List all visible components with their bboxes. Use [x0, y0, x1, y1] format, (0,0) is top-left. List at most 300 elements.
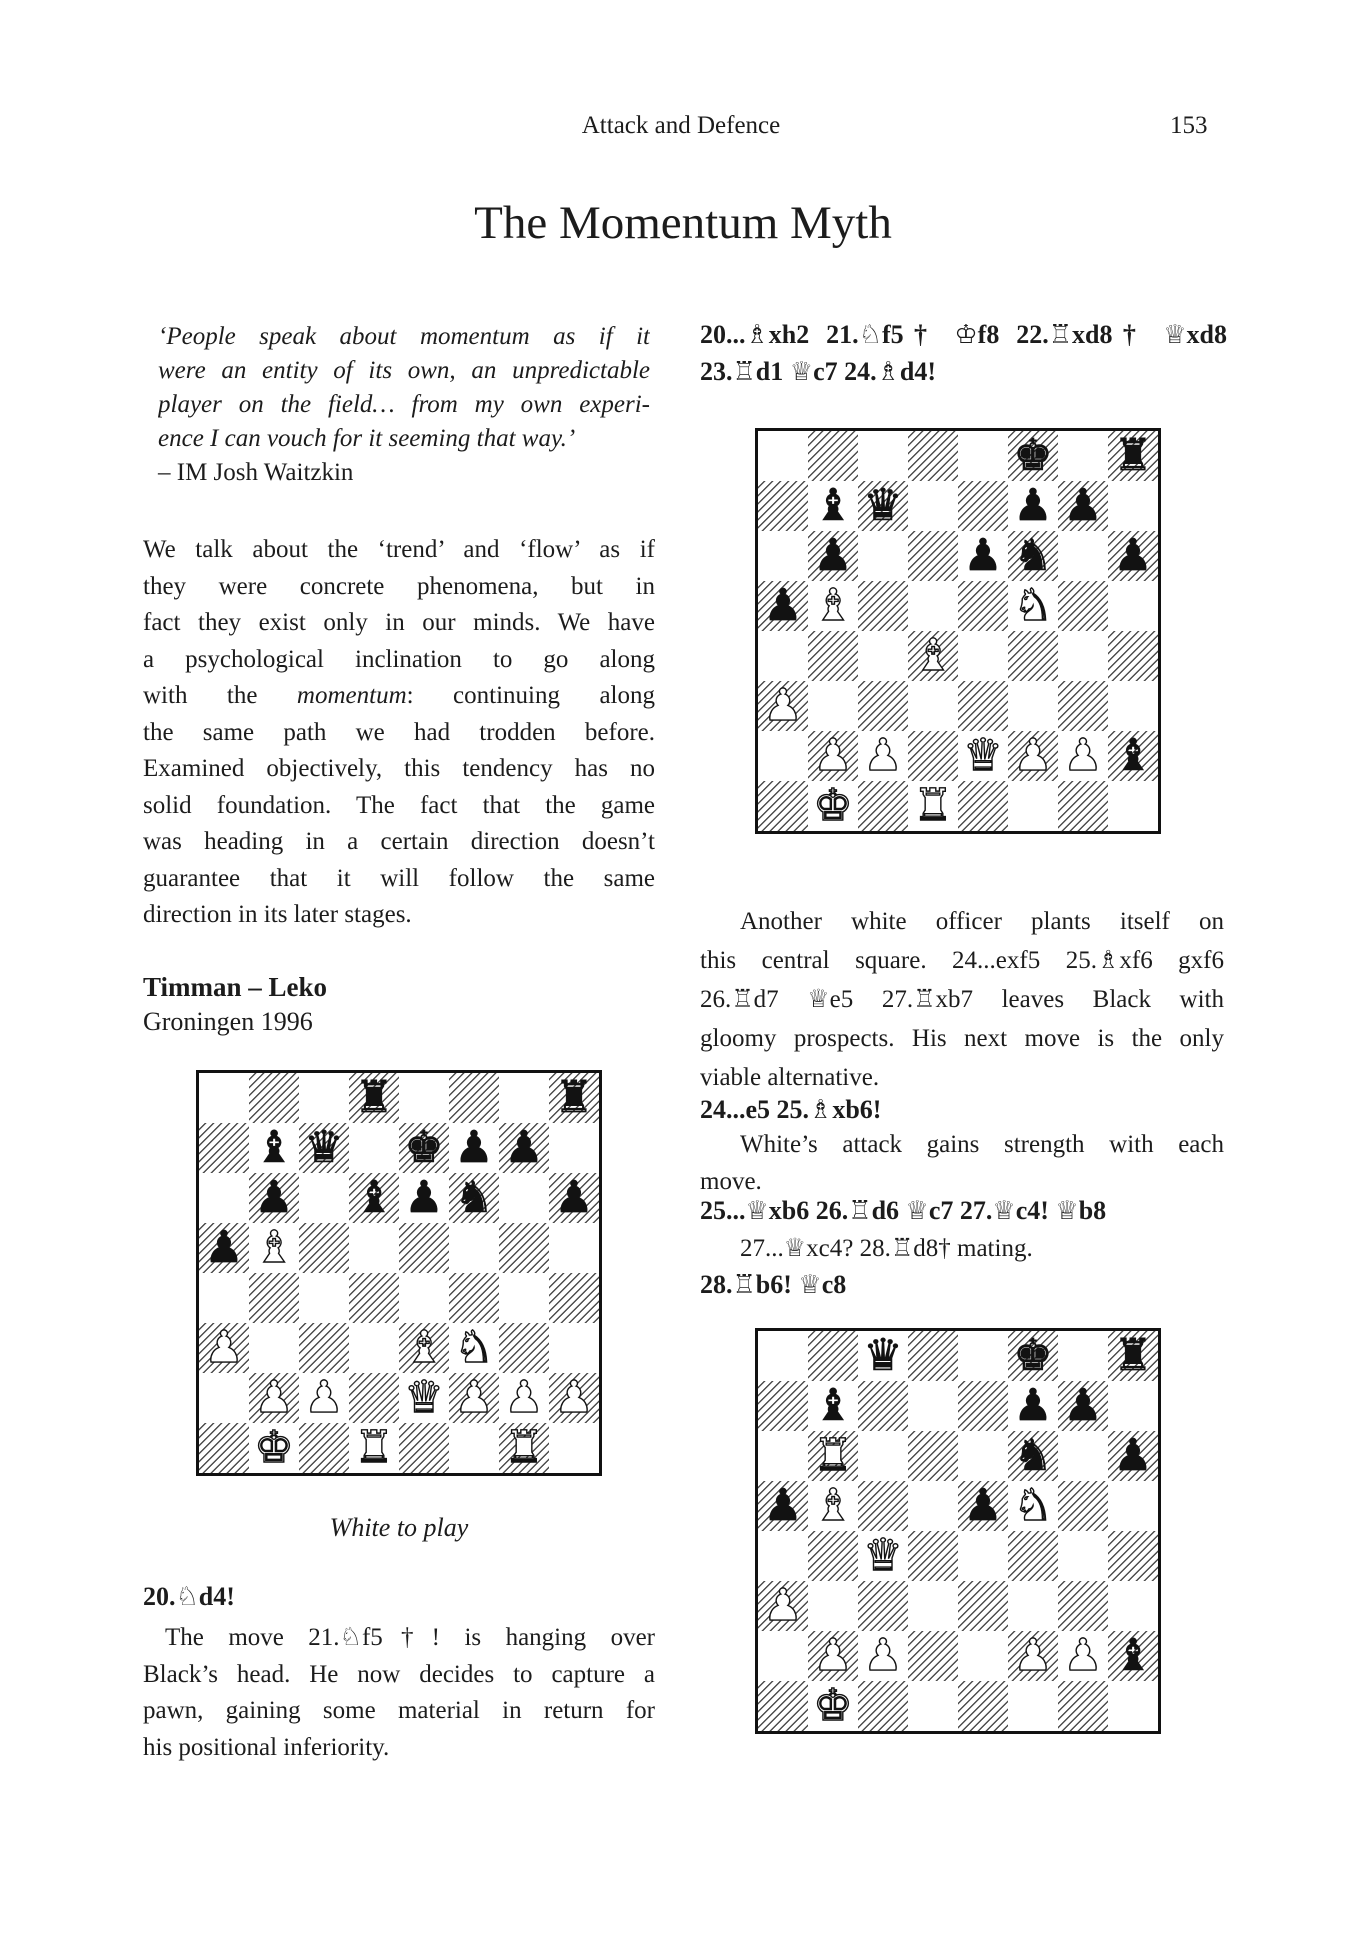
board-square: [758, 1631, 808, 1681]
board-square: [1058, 1331, 1108, 1381]
board-square: [858, 481, 908, 531]
board-square: [1108, 531, 1158, 581]
board-square: [958, 681, 1008, 731]
board-square: [1058, 781, 1108, 831]
move-line: 20...♗xh2 21.♘f5† ♔f8 22.♖xd8† ♕xd8: [700, 320, 1227, 349]
board-square: [958, 1431, 1008, 1481]
chapter-title: The Momentum Myth: [474, 197, 892, 249]
board-square: [399, 1073, 449, 1123]
board-square: [808, 1381, 858, 1431]
board-square: [808, 431, 858, 481]
black-pawn-icon: ♟: [1013, 1380, 1053, 1431]
board-square: [199, 1323, 249, 1373]
board-square: [808, 681, 858, 731]
intro-line: solid foundation. The fact that the game: [143, 791, 655, 819]
board-square: [1058, 631, 1108, 681]
board-square: [399, 1373, 449, 1423]
board-square: [758, 1381, 808, 1431]
board-square: [958, 1481, 1008, 1531]
white-queen-icon: ♛: [404, 1372, 444, 1423]
white-pawn-icon: ♟: [763, 1580, 803, 1631]
board-square: [1108, 581, 1158, 631]
board-square: [1008, 781, 1058, 831]
white-pawn-icon: ♟: [554, 1372, 594, 1423]
white-rook-icon: ♜: [504, 1422, 544, 1473]
white-pawn-icon: ♟: [204, 1322, 244, 1373]
commentary-line: viable alternative.: [700, 1064, 880, 1091]
board-square: [549, 1073, 599, 1123]
black-pawn-icon: ♟: [963, 530, 1003, 581]
board-square: [758, 781, 808, 831]
board-square: [499, 1173, 549, 1223]
white-pawn-icon: ♟: [813, 730, 853, 781]
board-square: [858, 1431, 908, 1481]
board-square: [349, 1423, 399, 1473]
intro-line: was heading in a certain direction doesn’t: [143, 828, 655, 855]
board-square: [1058, 1631, 1108, 1681]
intro-line: a psychological inclination to go along: [143, 645, 655, 673]
board-square: [249, 1223, 299, 1273]
board-square: [1108, 431, 1158, 481]
white-bishop-icon: ♝: [813, 1480, 853, 1531]
board-square: [908, 481, 958, 531]
board-square: [349, 1323, 399, 1373]
board-square: [249, 1373, 299, 1423]
white-pawn-icon: ♟: [863, 730, 903, 781]
board-square: [858, 581, 908, 631]
black-pawn-icon: ♟: [763, 1480, 803, 1531]
board-square: [958, 431, 1008, 481]
board-square: [958, 531, 1008, 581]
board-square: [908, 1381, 958, 1431]
board-square: [249, 1173, 299, 1223]
board-square: [858, 1681, 908, 1731]
board-square: [1008, 1531, 1058, 1581]
board-square: [399, 1173, 449, 1223]
move-line-24-25: 24...e5 25.♗xb6!: [700, 1095, 882, 1124]
black-queen-icon: ♛: [304, 1122, 344, 1173]
board-square: [758, 431, 808, 481]
white-king-icon: ♚: [813, 780, 853, 831]
board-square: [808, 1631, 858, 1681]
board-square: [958, 1331, 1008, 1381]
board-square: [299, 1223, 349, 1273]
board-square: [908, 1431, 958, 1481]
board-square: [1008, 481, 1058, 531]
intro-line: they were concrete phenomena, but in: [143, 572, 655, 600]
white-pawn-icon: ♟: [763, 680, 803, 731]
board-square: [858, 1331, 908, 1381]
board-square: [299, 1423, 349, 1473]
black-knight-icon: ♞: [1013, 1430, 1053, 1481]
board-square: [349, 1073, 399, 1123]
commentary-line: White’s attack gains strength with each: [740, 1131, 1224, 1158]
board-square: [808, 1531, 858, 1581]
move-line-20: 20.♘d4!: [143, 1582, 235, 1611]
black-knight-icon: ♞: [1013, 530, 1053, 581]
intro-line: direction in its later stages.: [143, 901, 412, 928]
move-line-28: 28.♖b6! ♕c8: [700, 1270, 847, 1299]
board-square: [449, 1173, 499, 1223]
white-knight-icon: ♞: [1013, 1480, 1053, 1531]
board-square: [499, 1223, 549, 1273]
board-square: [1008, 581, 1058, 631]
board-square: [1058, 481, 1108, 531]
board-square: [449, 1223, 499, 1273]
board-square: [908, 1581, 958, 1631]
board-square: [758, 1331, 808, 1381]
black-pawn-icon: ♟: [454, 1122, 494, 1173]
diagram-caption: White to play: [329, 1513, 469, 1542]
white-queen-icon: ♛: [963, 730, 1003, 781]
board-square: [1108, 1381, 1158, 1431]
board-square: [1008, 1381, 1058, 1431]
board-square: [758, 531, 808, 581]
white-rook-icon: ♜: [913, 780, 953, 831]
commentary-line: The move 21.♘f5†! is hanging over: [165, 1624, 655, 1651]
board-square: [758, 1681, 808, 1731]
black-bishop-icon: ♝: [813, 480, 853, 531]
board-square: [858, 1481, 908, 1531]
board-square: [199, 1373, 249, 1423]
board-square: [1058, 431, 1108, 481]
board-square: [808, 781, 858, 831]
board-square: [1008, 1431, 1058, 1481]
board-square: [399, 1223, 449, 1273]
board-square: [399, 1323, 449, 1373]
white-king-icon: ♚: [813, 1680, 853, 1731]
board-square: [858, 1581, 908, 1631]
board-square: [349, 1273, 399, 1323]
board-square: [249, 1323, 299, 1373]
commentary-line: move.: [700, 1168, 762, 1195]
board-square: [1108, 631, 1158, 681]
board-square: [249, 1123, 299, 1173]
intro-line: Examined objectively, this tendency has no: [143, 755, 655, 782]
board-square: [908, 681, 958, 731]
board-square: [349, 1373, 399, 1423]
board-square: [1108, 681, 1158, 731]
board-square: [499, 1273, 549, 1323]
quote-line: player on the field… from my own experi-: [158, 391, 650, 418]
white-bishop-icon: ♝: [404, 1322, 444, 1373]
board-square: [1008, 1331, 1058, 1381]
white-pawn-icon: ♟: [813, 1630, 853, 1681]
black-pawn-icon: ♟: [554, 1172, 594, 1223]
black-pawn-icon: ♟: [963, 1480, 1003, 1531]
board-square: [1058, 731, 1108, 781]
board-square: [549, 1173, 599, 1223]
board-square: [449, 1323, 499, 1373]
board-square: [499, 1123, 549, 1173]
black-bishop-icon: ♝: [813, 1380, 853, 1431]
board-square: [399, 1273, 449, 1323]
white-knight-icon: ♞: [454, 1322, 494, 1373]
intro-line-momentum: [143, 678, 655, 715]
board-square: [249, 1423, 299, 1473]
white-pawn-icon: ♟: [1013, 730, 1053, 781]
board-square: [908, 1331, 958, 1381]
black-pawn-icon: ♟: [1113, 530, 1153, 581]
board-square: [758, 631, 808, 681]
board-square: [1108, 1431, 1158, 1481]
white-pawn-icon: ♟: [254, 1372, 294, 1423]
board-square: [349, 1173, 399, 1223]
white-pawn-icon: ♟: [504, 1372, 544, 1423]
board-square: [1008, 1631, 1058, 1681]
board-square: [858, 1381, 908, 1431]
black-king-icon: ♚: [1013, 1330, 1053, 1381]
black-rook-icon: ♜: [554, 1072, 594, 1123]
board-square: [908, 781, 958, 831]
board-square: [958, 1681, 1008, 1731]
white-rook-icon: ♜: [354, 1422, 394, 1473]
board-square: [858, 681, 908, 731]
board-square: [858, 631, 908, 681]
board-square: [1108, 1331, 1158, 1381]
board-square: [908, 581, 958, 631]
black-pawn-icon: ♟: [1113, 1430, 1153, 1481]
running-title: Attack and Defence: [581, 112, 781, 139]
commentary-paragraph: [700, 1126, 1224, 1200]
white-bishop-icon: ♝: [813, 580, 853, 631]
board-square: [499, 1323, 549, 1373]
board-square: [758, 681, 808, 731]
board-square: [908, 1681, 958, 1731]
board-square: [1108, 1481, 1158, 1531]
white-queen-icon: ♛: [863, 1530, 903, 1581]
game-event: Groningen 1996: [143, 1007, 313, 1036]
board-square: [549, 1373, 599, 1423]
board-square: [858, 781, 908, 831]
board-square: [858, 731, 908, 781]
white-pawn-icon: ♟: [863, 1630, 903, 1681]
intro-paragraph: [143, 532, 655, 934]
board-square: [958, 481, 1008, 531]
black-pawn-icon: ♟: [254, 1172, 294, 1223]
white-pawn-icon: ♟: [1013, 1630, 1053, 1681]
page-number: 153: [1170, 112, 1208, 139]
board-square: [808, 731, 858, 781]
black-pawn-icon: ♟: [813, 530, 853, 581]
board-square: [958, 1631, 1008, 1681]
black-bishop-icon: ♝: [254, 1122, 294, 1173]
move-block-21-24: [700, 316, 1227, 390]
commentary-line: this central square. 24...exf5 25.♗xf6 gxf6: [700, 947, 1224, 974]
white-pawn-icon: ♟: [1063, 730, 1103, 781]
board-square: [499, 1373, 549, 1423]
black-pawn-icon: ♟: [1013, 480, 1053, 531]
board-square: [908, 531, 958, 581]
board-square: [449, 1423, 499, 1473]
black-pawn-icon: ♟: [404, 1172, 444, 1223]
board-square: [958, 731, 1008, 781]
board-square: [1108, 481, 1158, 531]
white-bishop-icon: ♝: [913, 630, 953, 681]
board-square: [808, 1681, 858, 1731]
board-square: [808, 1481, 858, 1531]
intro-line: fact they exist only in our minds. We have: [143, 609, 655, 636]
board-square: [1008, 431, 1058, 481]
intro-line: the same path we had trodden before.: [143, 718, 655, 746]
board-square: [808, 1331, 858, 1381]
board-square: [499, 1423, 549, 1473]
board-square: [858, 531, 908, 581]
board-square: [349, 1223, 399, 1273]
intro-line: We talk about the ‘trend’ and ‘flow’ as if: [143, 536, 655, 563]
board-square: [908, 1631, 958, 1681]
chess-diagram-2: [755, 428, 1161, 834]
board-square: [1108, 1531, 1158, 1581]
board-square: [199, 1423, 249, 1473]
board-square: [399, 1423, 449, 1473]
board-square: [199, 1173, 249, 1223]
board-square: [1058, 1531, 1108, 1581]
intro-text: : continuing along: [406, 682, 655, 709]
board-square: [449, 1123, 499, 1173]
white-pawn-icon: ♟: [454, 1372, 494, 1423]
board-square: [449, 1273, 499, 1323]
black-pawn-icon: ♟: [204, 1222, 244, 1273]
board-square: [908, 1531, 958, 1581]
white-bishop-icon: ♝: [254, 1222, 294, 1273]
move-line: 23.♖d1 ♕c7 24.♗d4!: [700, 357, 937, 386]
board-square: [299, 1073, 349, 1123]
quote-line: ence I can vouch for it seeming that way.’: [158, 425, 576, 452]
board-square: [858, 1531, 908, 1581]
board-square: [1008, 731, 1058, 781]
board-square: [1108, 1681, 1158, 1731]
board-square: [199, 1073, 249, 1123]
board-square: [1008, 681, 1058, 731]
board-square: [858, 431, 908, 481]
commentary-line: his positional inferiority.: [143, 1733, 390, 1761]
board-square: [1108, 1631, 1158, 1681]
board-square: [1058, 581, 1108, 631]
board-square: [958, 581, 1008, 631]
board-square: [958, 1581, 1008, 1631]
variation-text: 27...♕xc4? 28.♖d8† mating.: [740, 1235, 1033, 1262]
board-square: [1058, 681, 1108, 731]
board-square: [549, 1223, 599, 1273]
board-square: [1058, 1481, 1108, 1531]
black-rook-icon: ♜: [1113, 430, 1153, 481]
commentary-line: Black’s head. He now decides to capture a: [143, 1660, 655, 1688]
chess-diagram-1: [196, 1070, 602, 1476]
white-knight-icon: ♞: [1013, 580, 1053, 631]
move-line-25-27: 25...♕xb6 26.♖d6 ♕c7 27.♕c4! ♕b8: [700, 1196, 1107, 1225]
board-square: [758, 731, 808, 781]
board-square: [549, 1123, 599, 1173]
board-square: [758, 1581, 808, 1631]
board-square: [299, 1123, 349, 1173]
white-pawn-icon: ♟: [304, 1372, 344, 1423]
board-square: [249, 1073, 299, 1123]
board-square: [1108, 731, 1158, 781]
board-square: [249, 1273, 299, 1323]
intro-italic-word: momentum: [296, 682, 407, 709]
board-square: [1058, 531, 1108, 581]
board-square: [299, 1273, 349, 1323]
commentary-paragraph: [143, 1620, 655, 1766]
board-square: [808, 1581, 858, 1631]
black-queen-icon: ♛: [863, 1330, 903, 1381]
board-square: [958, 781, 1008, 831]
board-square: [958, 1381, 1008, 1431]
variation-line: [700, 1233, 1224, 1263]
black-rook-icon: ♜: [354, 1072, 394, 1123]
board-square: [399, 1123, 449, 1173]
intro-text: with the: [143, 682, 297, 709]
board-square: [199, 1123, 249, 1173]
board-square: [758, 1531, 808, 1581]
board-square: [1008, 631, 1058, 681]
board-square: [1008, 1581, 1058, 1631]
board-square: [299, 1173, 349, 1223]
black-king-icon: ♚: [404, 1122, 444, 1173]
board-square: [199, 1273, 249, 1323]
board-square: [1008, 531, 1058, 581]
board-square: [808, 481, 858, 531]
black-knight-icon: ♞: [454, 1172, 494, 1223]
board-square: [808, 1431, 858, 1481]
quote-line: were an entity of its own, an unpredictable: [158, 357, 650, 384]
board-square: [908, 631, 958, 681]
white-king-icon: ♚: [254, 1422, 294, 1473]
board-square: [758, 481, 808, 531]
commentary-paragraph: [700, 902, 1224, 1097]
board-square: [808, 631, 858, 681]
board-square: [349, 1123, 399, 1173]
board-square: [758, 1481, 808, 1531]
board-square: [1058, 1681, 1108, 1731]
black-king-icon: ♚: [1013, 430, 1053, 481]
commentary-line: gloomy prospects. His next move is the only: [700, 1025, 1224, 1052]
black-bishop-icon: ♝: [1113, 1630, 1153, 1681]
board-square: [549, 1273, 599, 1323]
quote-line: ‘People speak about momentum as if it: [158, 323, 650, 350]
board-square: [1058, 1581, 1108, 1631]
black-bishop-icon: ♝: [354, 1172, 394, 1223]
black-pawn-icon: ♟: [763, 580, 803, 631]
board-square: [1108, 1581, 1158, 1631]
black-queen-icon: ♛: [863, 480, 903, 531]
chess-diagram-3: [755, 1328, 1161, 1734]
black-pawn-icon: ♟: [1063, 1380, 1103, 1431]
board-square: [758, 1431, 808, 1481]
board-square: [549, 1323, 599, 1373]
black-pawn-icon: ♟: [1063, 480, 1103, 531]
board-square: [299, 1323, 349, 1373]
board-square: [449, 1073, 499, 1123]
game-players: Timman – Leko: [143, 972, 328, 1002]
board-square: [1108, 781, 1158, 831]
black-bishop-icon: ♝: [1113, 730, 1153, 781]
board-square: [908, 1481, 958, 1531]
commentary-line: pawn, gaining some material in return for: [143, 1697, 655, 1724]
white-rook-icon: ♜: [813, 1430, 853, 1481]
board-square: [958, 1531, 1008, 1581]
board-square: [299, 1373, 349, 1423]
board-square: [808, 531, 858, 581]
board-square: [908, 431, 958, 481]
commentary-line: Another white officer plants itself on: [740, 908, 1224, 935]
quote-attribution: – IM Josh Waitzkin: [158, 459, 354, 486]
black-pawn-icon: ♟: [504, 1122, 544, 1173]
board-square: [858, 1631, 908, 1681]
white-pawn-icon: ♟: [1063, 1630, 1103, 1681]
commentary-line: 26.♖d7 ♕e5 27.♖xb7 leaves Black with: [700, 986, 1224, 1013]
